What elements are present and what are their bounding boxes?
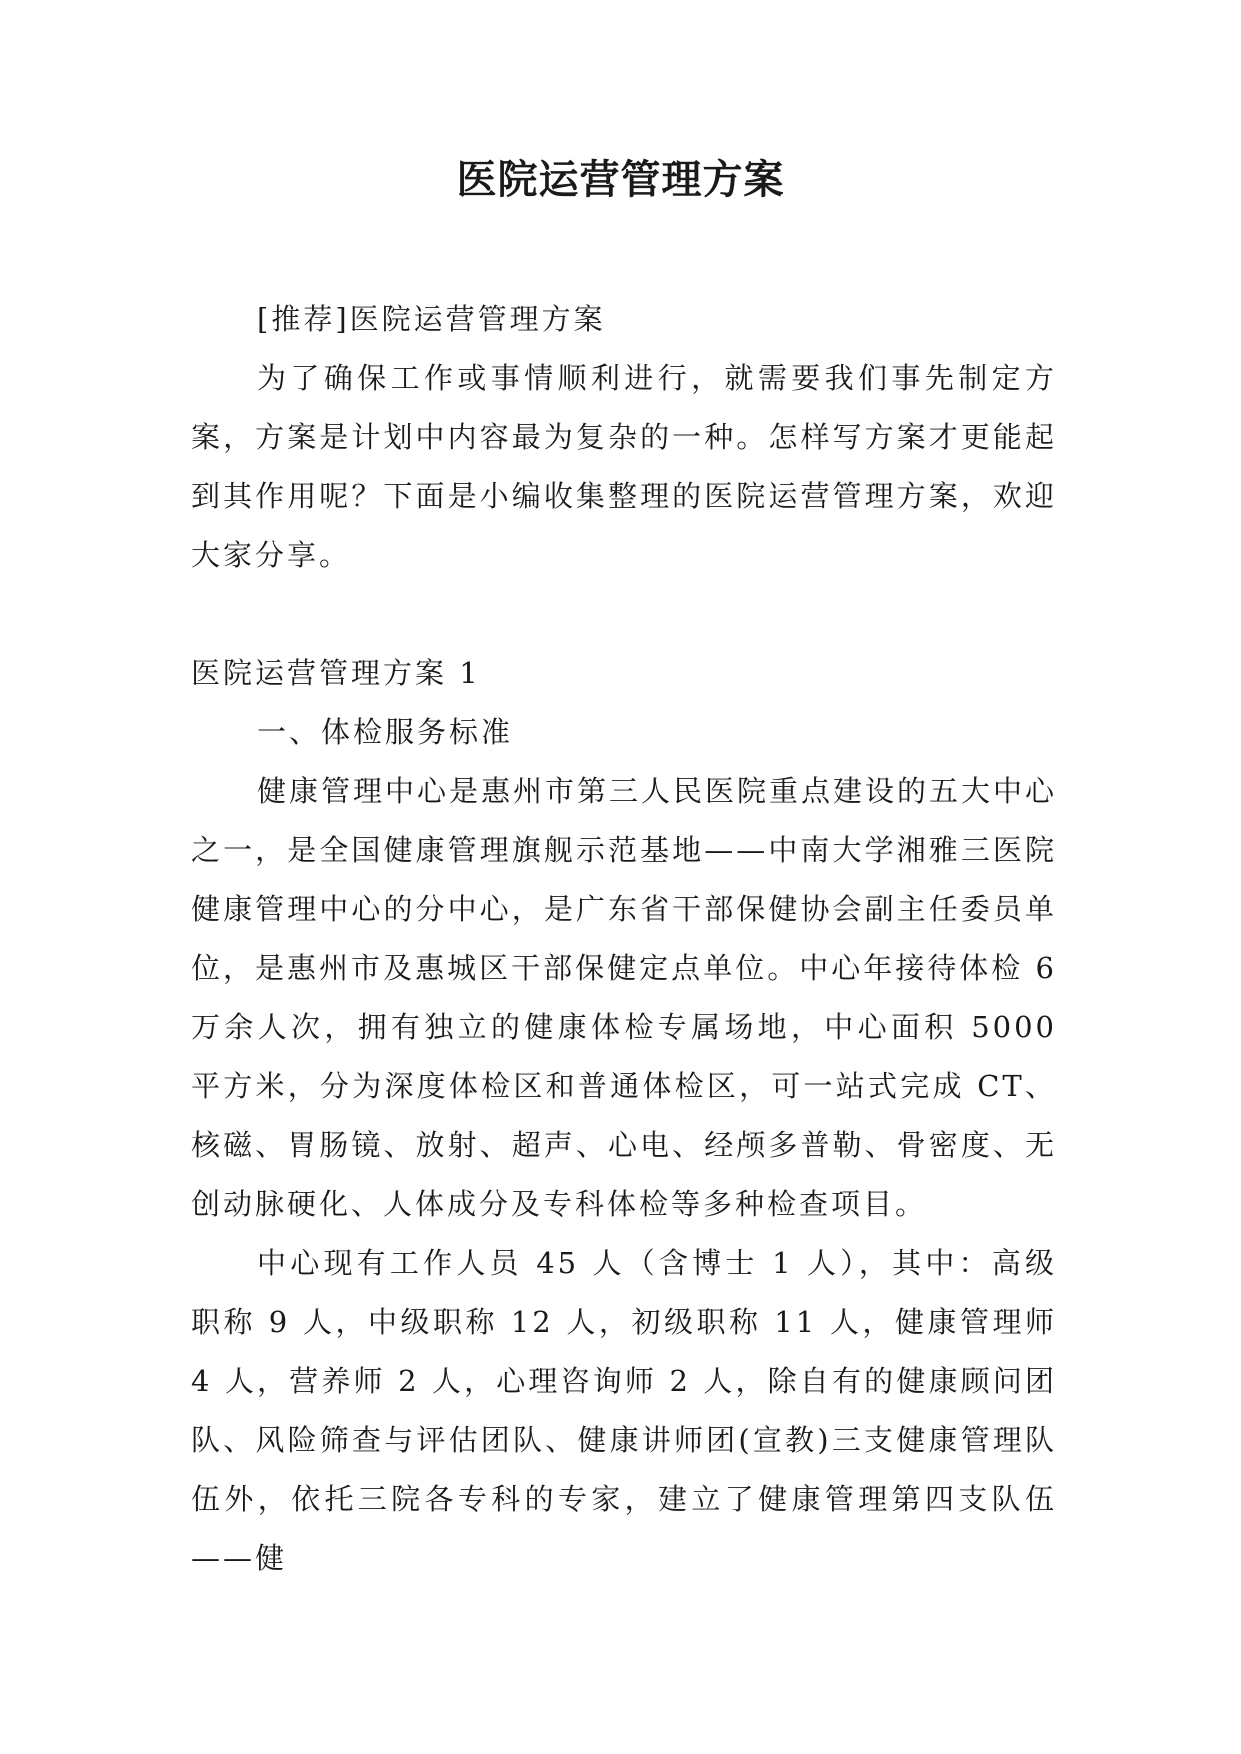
subsection-heading-standards: 一、体检服务标准	[257, 715, 514, 749]
document-body	[191, 290, 1057, 1588]
center-intro-paragraph: 健康管理中心是惠州市第三人民医院重点建设的五大中心之一，是全国健康管理旗舰示范基地——中南大学湘雅三医院健康管理中心的分中心，是广东省干部保健协会副主任委员单位，是惠州市及惠城区干部保健定点单位。中心年接待体检 6 万余人次，拥有独立的健康体检专属场地，中心面积 5000 平方米，分为深度体检区和普通体检区，可一站式完成 CT、核磁、胃肠镜、放射、超声、心电、经颅多普勒、骨密度、无创动脉硬化、人体成分及专科体检等多种检查项目。	[191, 774, 1058, 1221]
document-title: 医院运营管理方案	[456, 156, 785, 203]
staff-paragraph: 中心现有工作人员 45 人（含博士 1 人），其中：高级职称 9 人，中级职称 12 人，初级职称 11 人，健康管理师 4 人，营养师 2 人，心理咨询师 2 人，除自有的健康顾问团队、风险筛查与评估团队、健康讲师团(宣教)三支健康管理队伍外，依托三院各专科的专家，建立了健康管理第四支队伍——健	[191, 1246, 1057, 1575]
intro-paragraph: 为了确保工作或事情顺利进行，就需要我们事先制定方案，方案是计划中内容最为复杂的一种。怎样写方案才更能起到其作用呢？下面是小编收集整理的医院运营管理方案，欢迎大家分享。	[191, 361, 1057, 572]
section-heading-plan-1: 医院运营管理方案 1	[191, 656, 481, 690]
recommend-line: [推荐]医院运营管理方案	[257, 302, 606, 336]
